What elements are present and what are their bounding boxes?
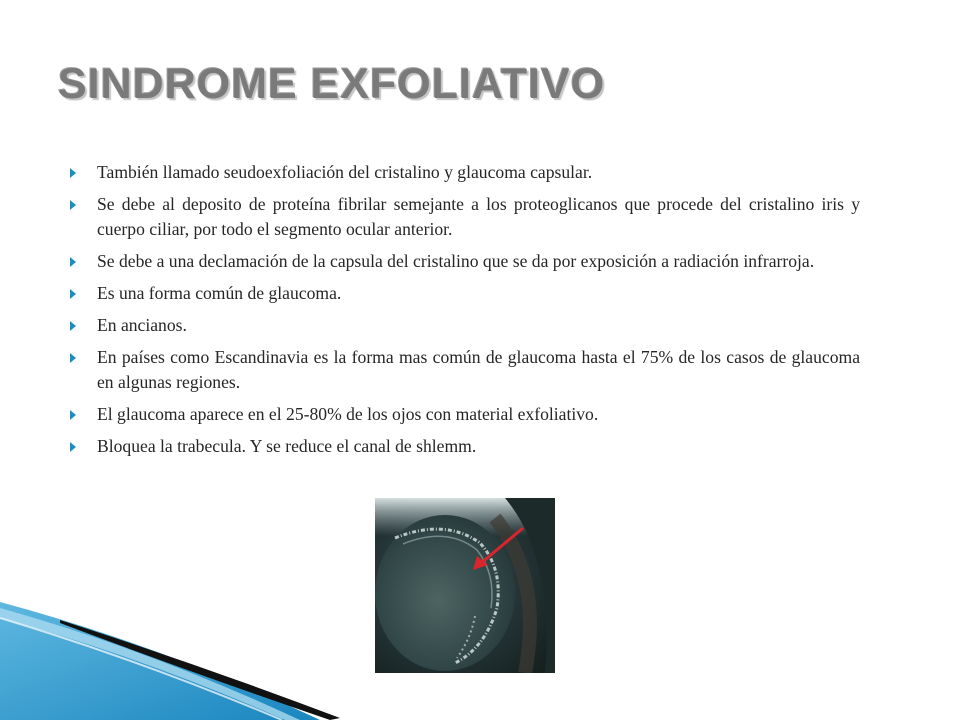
bullet-text: Se debe a una declamación de la capsula del cristalino que se da por exposición a radiación infrarroja. — [97, 251, 815, 271]
bullet-item — [70, 434, 860, 459]
bullet-text: El glaucoma aparece en el 25-80% de los ojos con material exfoliativo. — [97, 404, 599, 424]
bullet-item — [70, 192, 860, 242]
bullet-text: Es una forma común de glaucoma. — [97, 283, 342, 303]
triangle-bullet-icon — [70, 200, 76, 210]
triangle-bullet-icon — [70, 410, 76, 420]
slide-title: SINDROME EXFOLIATIVO — [58, 60, 606, 108]
triangle-bullet-icon — [70, 289, 76, 299]
bullet-item — [70, 281, 860, 306]
triangle-bullet-icon — [70, 321, 76, 331]
bullet-item — [70, 402, 860, 427]
bullet-item — [70, 160, 860, 185]
triangle-bullet-icon — [70, 442, 76, 452]
bullet-text: En países como Escandinavia es la forma mas común de glaucoma hasta el 75% de los casos de glaucoma en algunas regiones. — [97, 347, 860, 392]
bullet-text: Bloquea la trabecula. Y se reduce el canal de shlemm. — [97, 436, 477, 456]
bullet-text: También llamado seudoexfoliación del cristalino y glaucoma capsular. — [97, 162, 593, 182]
bullet-item — [70, 345, 860, 395]
bullet-item — [70, 249, 860, 274]
bullet-item — [70, 313, 860, 338]
bullet-list — [70, 160, 860, 466]
bullet-text: En ancianos. — [97, 315, 187, 335]
eye-exfoliation-photo — [375, 498, 555, 673]
triangle-bullet-icon — [70, 257, 76, 267]
triangle-bullet-icon — [70, 168, 76, 178]
bullet-text: Se debe al deposito de proteína fibrilar semejante a los proteoglicanos que procede del cristalino iris y cuerpo ciliar, por todo el segmento ocular anterior. — [97, 194, 860, 239]
triangle-bullet-icon — [70, 353, 76, 363]
eye-illustration — [375, 498, 555, 673]
decorative-wave — [0, 590, 340, 720]
